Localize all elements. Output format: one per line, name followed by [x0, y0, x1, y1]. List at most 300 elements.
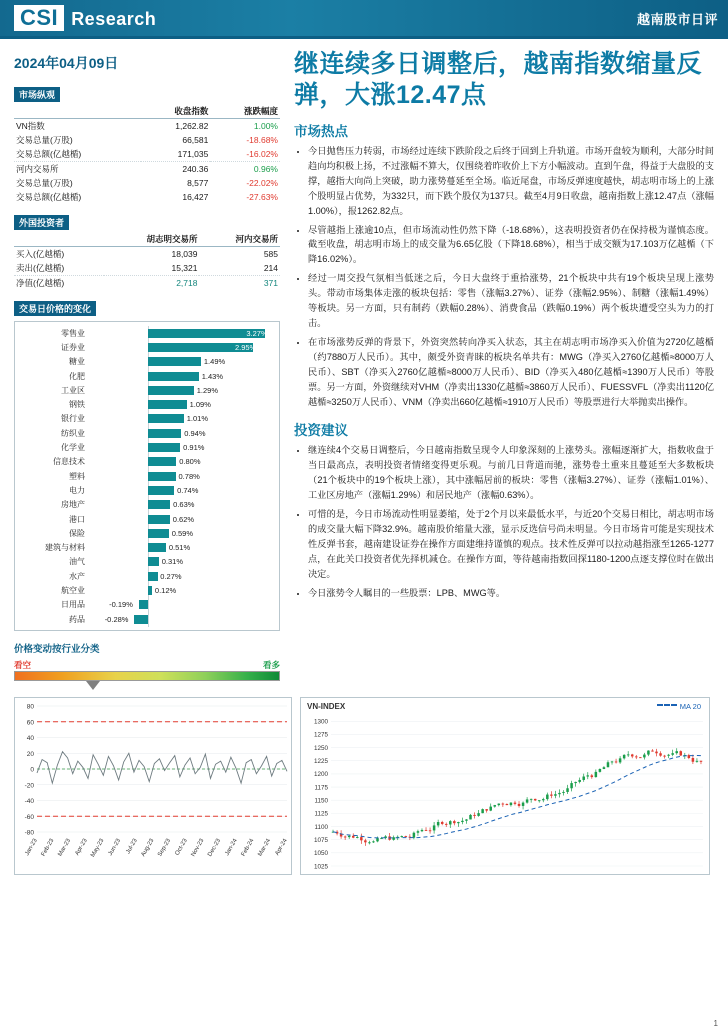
sector-bar-value: 0.74%	[177, 485, 199, 495]
x-tick-label: Mar-24	[257, 838, 273, 858]
candle	[534, 799, 537, 800]
sector-bar-label: 化肥	[69, 371, 85, 381]
sector-bar-label: 信息技术	[53, 457, 85, 467]
sector-bar-row	[19, 555, 273, 569]
sector-bar-row	[19, 440, 273, 454]
row-change: 1.00%	[253, 121, 278, 131]
candle	[603, 767, 606, 769]
table-row	[14, 133, 280, 147]
sector-bar-label: 钢铁	[69, 400, 85, 410]
candle	[489, 807, 492, 811]
candle	[671, 753, 674, 755]
row-label: 买入(亿越楯)	[16, 249, 65, 259]
sector-bar-label: 房地产	[61, 500, 85, 510]
row-value: 66,581	[182, 135, 209, 145]
sector-bar-value: 3.27%	[246, 328, 268, 338]
candle	[627, 755, 630, 756]
y-tick-label: 1300	[313, 718, 328, 726]
candle	[437, 822, 440, 825]
row-label: 交易总额(亿越楯)	[14, 147, 141, 162]
sector-bar-track	[89, 356, 273, 367]
x-tick-label: May-23	[90, 838, 106, 859]
candle	[635, 757, 638, 758]
row-value: 371	[263, 278, 278, 288]
candle	[611, 762, 614, 763]
table-row	[14, 147, 280, 162]
candle	[591, 776, 594, 778]
sector-bar-value: 0.59%	[171, 528, 193, 538]
x-tick-label: Sep-23	[157, 838, 173, 859]
sector-bar-label: 建筑与材料	[45, 543, 85, 553]
candle	[473, 815, 476, 816]
candle	[607, 762, 610, 767]
sentiment-scale	[14, 671, 280, 681]
candle	[688, 755, 691, 758]
sector-bar-track	[89, 456, 273, 467]
candle	[692, 758, 695, 762]
candle	[595, 772, 598, 777]
foreign-investors-table	[14, 232, 280, 290]
candle	[655, 752, 658, 754]
sector-bar-row	[19, 598, 273, 612]
bearish-label: 看空	[14, 660, 32, 671]
sector-bar-track	[89, 399, 273, 410]
y-tick-label: 1075	[313, 837, 328, 845]
x-tick-label: Jul-23	[125, 838, 139, 856]
sector-bar-value: 0.63%	[173, 500, 195, 510]
candle	[566, 788, 569, 792]
candle	[498, 804, 501, 805]
sector-bar-label: 航空业	[61, 585, 85, 595]
candle	[360, 837, 363, 840]
sector-bar-chart	[14, 321, 280, 631]
vnindex-chart-svg	[301, 698, 711, 876]
sector-bar-row	[19, 455, 273, 469]
legend-label: MA 20	[679, 702, 701, 712]
candle	[554, 794, 557, 796]
sector-bar-label: 证券业	[61, 342, 85, 352]
sector-bar	[148, 429, 182, 438]
sector-bar-value: 1.09%	[189, 400, 211, 410]
sector-bar-row	[19, 512, 273, 526]
header-report-title: 越南股市日评	[636, 11, 718, 27]
x-tick-label: Feb-24	[240, 838, 256, 858]
sector-bar-label: 港口	[69, 514, 85, 524]
candle	[421, 830, 424, 831]
candle	[364, 841, 367, 843]
table-row	[14, 176, 280, 190]
sector-bar-track	[89, 371, 273, 382]
candle	[368, 843, 371, 844]
sector-bar-row	[19, 612, 273, 626]
sector-bar-value: 1.01%	[186, 414, 209, 424]
sentiment-title: 价格变动按行业分类	[14, 644, 100, 656]
sector-bar-track	[89, 514, 273, 525]
candle	[348, 836, 351, 837]
section-title-hotspots: 市场热点	[294, 124, 348, 139]
report-date: 2024年04月09日	[14, 55, 119, 71]
candle	[356, 837, 359, 838]
candle	[469, 815, 472, 819]
sector-bar	[148, 515, 170, 524]
candle	[441, 822, 444, 824]
sector-bar-track	[89, 442, 273, 453]
y-tick-label: 1275	[313, 731, 328, 739]
sector-bar-row	[19, 569, 273, 583]
sector-bar-track	[89, 528, 273, 539]
table-row	[14, 162, 280, 177]
ma20-line	[333, 756, 701, 838]
sector-bar-row	[19, 412, 273, 426]
candle	[631, 755, 634, 757]
sector-bar	[148, 357, 201, 366]
sector-bar-label: 纺织业	[61, 428, 85, 438]
vnindex-candlestick-chart	[300, 697, 710, 875]
x-tick-label: Apr-24	[274, 838, 289, 857]
sector-bar-track	[89, 542, 273, 553]
sector-chart-title: 交易日价格的变化	[14, 301, 96, 316]
sector-bar-row	[19, 397, 273, 411]
y-tick-label: 0	[30, 766, 34, 774]
left-column	[0, 47, 288, 693]
sector-bar	[148, 372, 199, 381]
sector-bar	[134, 615, 148, 624]
sector-bar-value: 0.27%	[160, 571, 182, 581]
sector-bar-label: 保险	[69, 528, 85, 538]
chart-title-vnindex: VN-INDEX	[307, 702, 346, 712]
right-column	[288, 47, 728, 693]
row-value: 18,039	[171, 249, 198, 259]
y-tick-label: 1125	[314, 810, 328, 818]
row-value: 585	[263, 249, 278, 259]
foreign-investors-block	[14, 213, 280, 290]
candle	[526, 800, 529, 803]
candle	[615, 762, 618, 763]
x-tick-label: Nov-23	[190, 838, 206, 858]
candle	[562, 792, 565, 793]
candle	[392, 838, 395, 841]
sector-bar	[148, 500, 171, 509]
sector-bar	[148, 414, 184, 423]
candle	[538, 800, 541, 801]
market-overview-block	[14, 85, 280, 204]
list-item: • 继连续4个交易日调整后，今日越南指数呈现令人印象深刻的上涨势头。涨幅逐渐扩大，指数收盘于当日最高点，表明投资者情绪变得更乐观。与前几日背道而驰，涨势卷土重来且蔓延至大多数板块（21个板块中的19个板块上涨），其中涨幅居前的板块：零售（涨幅3.27%）、证券（涨幅1.01%）、工业区房地产（涨幅1.29%）和居民地产（涨幅0.63%）。	[308, 443, 714, 503]
list-item: • 在市场涨势反弹的背景下，外资突然转向净买入状态，其主在胡志明市场净买入价值为2720亿越楯（约7880万人民币）。其中，颇受外资青睐的板块名单共有：MWG（净买入2760亿越楯≈8000万人民币）、SBT（净买入2760亿越楯≈8000万人民币）、BID（净买入480亿越楯≈1390万人民币）等股票。另一方面，外资继续对VHM（净卖出1330亿越楯≈3860万人民币）、FUESSVFL（净卖出1120亿越楯≈3250万人民币）、VNM（净卖出660亿越楯≈1910万人民币）等股票进行大举抛卖出操作。	[308, 335, 714, 410]
sector-bar-track	[89, 599, 273, 610]
candle	[465, 820, 468, 821]
col-hanoi: 河内交易所	[199, 232, 280, 247]
candle	[550, 795, 553, 796]
bullish-label: 看多	[262, 660, 280, 671]
sector-bar-track	[89, 342, 273, 353]
row-value: 1,262.82	[175, 121, 209, 131]
candle	[518, 804, 521, 806]
candle	[522, 803, 525, 806]
sector-bar-track	[89, 499, 273, 510]
candle	[481, 809, 484, 813]
col-blank	[14, 104, 141, 119]
sector-bar-value: 0.62%	[172, 514, 195, 524]
sector-bar-value: 0.31%	[161, 557, 183, 567]
row-change: -18.68%	[246, 135, 278, 145]
sector-bar-label: 日用品	[61, 600, 85, 610]
sector-bar-track	[89, 585, 273, 596]
y-tick-label: 1150	[314, 797, 328, 805]
sector-bar-label: 塑料	[69, 471, 85, 481]
page-body	[0, 39, 728, 693]
sector-bar	[148, 443, 181, 452]
col-change: 涨跌幅度	[210, 104, 280, 119]
x-tick-label: Dec-23	[207, 838, 223, 858]
sector-bar-row	[19, 498, 273, 512]
sector-bar-track	[89, 614, 273, 625]
sector-bar-value: -0.28%	[104, 614, 129, 624]
candle	[461, 821, 464, 822]
candle	[619, 759, 622, 763]
logo-csi-text: CSI	[14, 5, 64, 31]
sector-bar	[148, 457, 177, 466]
table-row	[14, 276, 280, 291]
candle	[659, 753, 662, 755]
sector-bar-row	[19, 426, 273, 440]
candle	[599, 769, 602, 772]
foreign-investors-title: 外国投资者	[14, 215, 69, 230]
sector-bar	[148, 400, 187, 409]
chart-legend-ma20	[657, 702, 701, 711]
sector-bar-label: 化学业	[61, 443, 85, 453]
candle	[425, 830, 428, 831]
sector-bar-row	[19, 540, 273, 554]
sector-bar-value: 1.49%	[203, 357, 226, 367]
candle	[449, 821, 452, 824]
sector-bar-row	[19, 355, 273, 369]
sector-bar-value: 0.94%	[184, 428, 206, 438]
table-row	[14, 190, 280, 204]
y-tick-label: -80	[24, 829, 34, 837]
market-overview-title: 市场纵观	[14, 87, 60, 102]
sector-change-block	[14, 299, 280, 631]
candle	[477, 813, 480, 816]
zero-line	[148, 612, 149, 627]
candle	[651, 751, 654, 752]
candle	[514, 803, 517, 804]
sector-bar-value: 0.12%	[154, 585, 177, 595]
sector-bar-track	[89, 556, 273, 567]
candle	[663, 756, 666, 757]
candle	[429, 831, 432, 832]
sector-bar-label: 零售业	[61, 328, 85, 338]
x-tick-label: Jan-23	[24, 838, 39, 858]
row-change: -27.63%	[246, 192, 278, 202]
sector-bar-track	[89, 328, 273, 339]
candle	[675, 751, 678, 753]
candle	[578, 780, 581, 782]
sector-bar	[148, 543, 166, 552]
candle	[643, 755, 646, 758]
sector-bar-row	[19, 583, 273, 597]
candle	[405, 836, 408, 837]
sector-bar-track	[89, 385, 273, 396]
row-value: 214	[199, 261, 280, 276]
sector-bar	[148, 472, 176, 481]
sector-bar-row	[19, 369, 273, 383]
page-number: 1	[713, 1019, 718, 1028]
bottom-charts	[0, 693, 728, 875]
candle	[494, 805, 497, 807]
sector-bar-value: 0.78%	[178, 471, 200, 481]
row-value: 16,427	[182, 192, 209, 202]
y-tick-label: 60	[26, 719, 34, 727]
list-item: • 今日涨势令人瞩目的一些股票：LPB、MWG等。	[308, 586, 714, 601]
sector-bar-value: 1.29%	[196, 385, 219, 395]
sector-bar-value: 0.80%	[179, 457, 201, 467]
candle	[344, 837, 347, 838]
sector-bar-track	[89, 428, 273, 439]
sector-bar-value: -0.19%	[109, 600, 133, 610]
table-header-row	[14, 104, 280, 119]
candle	[485, 809, 488, 811]
x-tick-label: Jan-24	[224, 838, 239, 858]
x-tick-label: Apr-23	[74, 838, 89, 857]
row-label: VN指数	[16, 121, 45, 131]
zero-line	[148, 597, 149, 612]
candle	[587, 776, 590, 777]
y-tick-label: 1250	[313, 745, 328, 753]
sector-bar-value: 0.51%	[168, 543, 191, 553]
y-tick-label: 1050	[313, 850, 328, 858]
candle	[623, 755, 626, 758]
candle	[506, 804, 509, 805]
row-label: 交易总量(万股)	[16, 135, 73, 145]
sector-bar-label: 水产	[69, 571, 85, 581]
sector-bar-value: 2.95%	[234, 342, 257, 352]
sector-bar-label: 油气	[69, 557, 85, 567]
row-label: 净值(亿越楯)	[16, 278, 65, 288]
candle	[502, 804, 505, 805]
sentiment-labels	[14, 659, 280, 671]
col-close: 收盘指数	[141, 104, 211, 119]
candle	[376, 838, 379, 841]
sector-bar	[139, 600, 148, 609]
y-tick-label: -20	[24, 782, 34, 790]
row-label: 交易总量(万股)	[16, 178, 73, 188]
row-label: 卖出(亿越楯)	[14, 261, 104, 276]
x-tick-label: Aug-23	[140, 838, 156, 859]
y-tick-label: 1100	[314, 824, 328, 832]
sector-bar-value: 1.43%	[201, 371, 224, 381]
candle	[542, 799, 545, 800]
sector-bar-label: 工业区	[61, 385, 85, 395]
candle	[582, 777, 585, 780]
logo	[14, 5, 156, 31]
y-tick-label: 80	[26, 703, 34, 711]
sector-bar-label: 药品	[69, 614, 85, 624]
list-item: • 经过一周交投气氛相当低迷之后，今日大盘终于重拾涨势，21个板块中共有19个板块呈现上涨势头。带动市场集体走涨的板块包括：零售（涨幅3.27%）、证券（涨幅2.95%）、制糖（涨幅1.49%）等板块。另一方面，只有制药（跌幅0.28%）、消费食品（跌幅0.19%）两个板块遭受空头为力的打击。	[308, 271, 714, 331]
sector-bar	[148, 586, 152, 595]
y-tick-label: 1025	[313, 863, 328, 871]
advice-list	[294, 443, 714, 600]
sentiment-block	[14, 641, 280, 693]
row-change: -16.02%	[210, 147, 280, 162]
candle	[546, 795, 549, 800]
flow-series-line	[37, 752, 287, 784]
list-item: • 可惜的是，今日市场流动性明显萎缩，处于2个月以来最低水平，与近20个交易日相比，胡志明市场的成交量大幅下降32.9%。越南股价缩量大涨，显示反选信号尚未明显。今日市场肯可能是实现技术性反弹书套，越南建设证券在操作方面建维持谨慎的观点。技术性反弹可以拉动越指涨至1265-1277点，在此关口投资者优先择机减仓。在操作方面，等待越南指数回探1180-1200点逐支撑位时在做出决定。	[308, 507, 714, 582]
section-title-advice: 投资建议	[294, 423, 348, 439]
sector-bar-label: 银行业	[61, 414, 85, 424]
y-tick-label: -60	[24, 813, 34, 821]
sector-bar-value: 0.91%	[183, 443, 205, 453]
candle	[413, 833, 416, 838]
row-change: -22.02%	[246, 178, 278, 188]
sentiment-pointer-icon	[86, 681, 100, 690]
sector-bar-row	[19, 340, 273, 354]
candle	[696, 761, 699, 762]
col-blank	[14, 232, 104, 247]
table-row	[14, 261, 280, 276]
sector-bar-label: 电力	[69, 485, 85, 495]
candle	[433, 826, 436, 831]
y-tick-label: 20	[26, 750, 34, 758]
table-row	[14, 119, 280, 134]
sector-bar-row	[19, 469, 273, 483]
y-tick-label: -40	[24, 798, 34, 806]
sector-bar-row	[19, 483, 273, 497]
row-value: 15,321	[104, 261, 199, 276]
page-header	[0, 0, 728, 36]
sentiment-gauge	[14, 659, 280, 693]
col-hcm: 胡志明交易所	[104, 232, 199, 247]
candle	[417, 831, 420, 833]
sector-bar-track	[89, 413, 273, 424]
list-item: • 今日抛售压力转弱，市场经过连续下跌阶段之后终于回到上升轨道。市场开盘较为顺利，大部分时间趋向均积极上扬，不过涨幅不算大，仅围绕着昨收价上下方小幅波动。直到午盘，得益于大盘股的支撑，越指大向尚上突破，助力涨势蔓延至全场。临近尾盘，市场反弹速度越快，胡志明市场上的上涨个股明显占优势，为332只，而下跌个股仅为137只。截至4月9日收盘，越南指数上涨12.47点（涨幅1.00%），报1262.82点。	[308, 144, 714, 219]
x-tick-label: Oct-23	[174, 838, 189, 857]
page-title: 继连续多日调整后，越南指数缩量反弹，大涨12.47点	[294, 50, 703, 109]
row-change: 0.96%	[253, 164, 278, 174]
sentiment-pointer-row	[14, 681, 280, 693]
row-label: 河内交易所	[16, 164, 59, 174]
sector-bar-track	[89, 471, 273, 482]
candle	[530, 799, 533, 800]
row-value: 2,718	[176, 278, 198, 288]
sector-bar-track	[89, 571, 273, 582]
sector-bar	[148, 386, 194, 395]
candle	[401, 836, 404, 837]
candle	[700, 761, 703, 762]
y-tick-label: 40	[26, 735, 34, 743]
x-tick-label: Jun-23	[107, 838, 123, 858]
row-value: 240.36	[182, 164, 209, 174]
table-header-row	[14, 232, 280, 247]
sector-bar	[148, 557, 159, 566]
candle	[510, 803, 513, 805]
foreign-flow-chart	[14, 697, 292, 875]
candle	[372, 842, 375, 843]
candle	[453, 821, 456, 823]
sector-bar	[148, 486, 174, 495]
sector-bar-label: 糖业	[69, 357, 85, 367]
x-tick-label: Mar-23	[57, 838, 73, 858]
candle	[352, 836, 355, 838]
sector-bar-row	[19, 326, 273, 340]
candle	[667, 755, 670, 756]
list-item: • 尽管越指上涨逾10点，但市场流动性仍然下降（-18.68%），这表明投资者仍在保持极为谨慎态度。截至收盘，胡志明市场上的成交量为6.65亿股（下降18.68%），相当于成交额为17.103万亿越楯（下降16.02%）。	[308, 223, 714, 268]
candle	[680, 751, 683, 755]
table-row	[14, 247, 280, 262]
market-overview-table	[14, 104, 280, 204]
dashed-line-icon	[657, 704, 677, 706]
sector-bar-row	[19, 526, 273, 540]
candle	[570, 783, 573, 788]
